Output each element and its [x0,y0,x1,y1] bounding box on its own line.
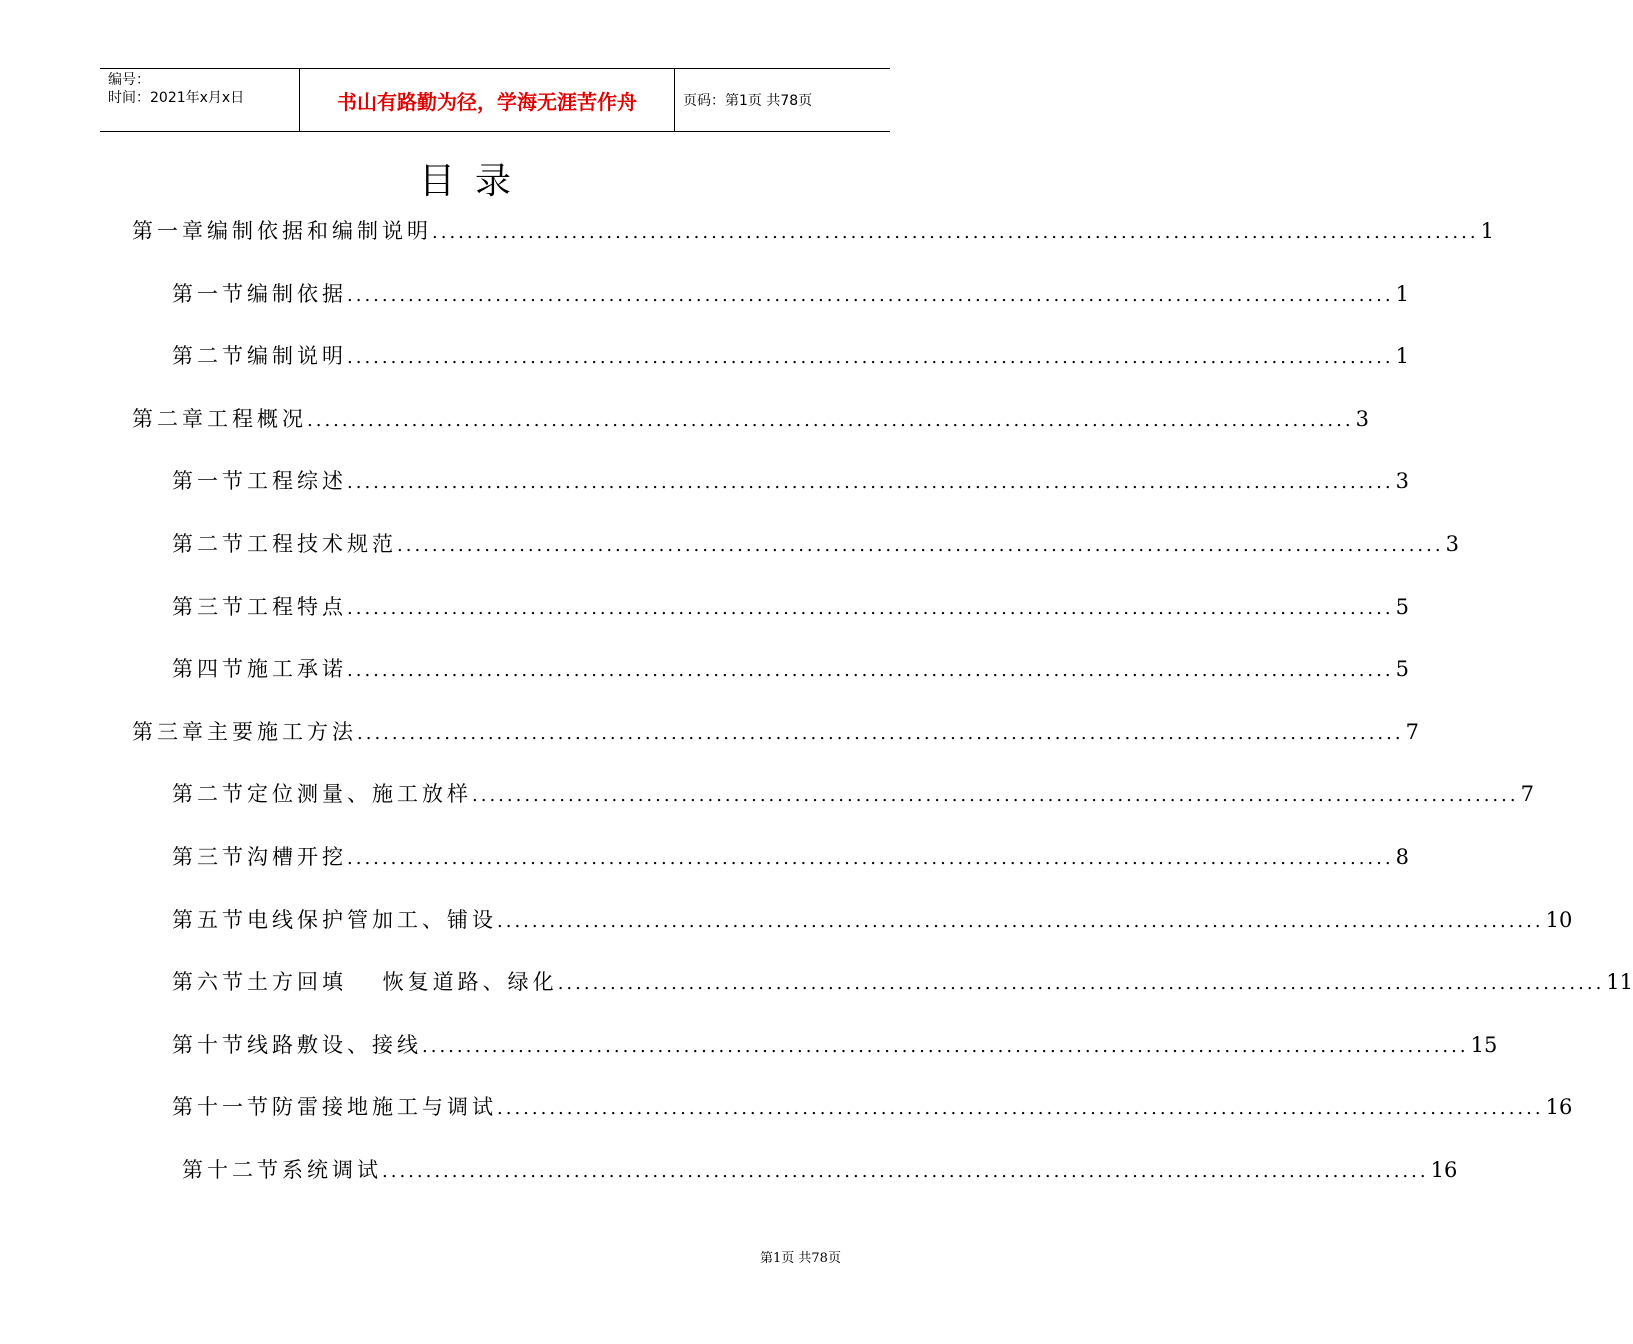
toc-entry [172,905,1573,935]
toc-entry-title: 编制依据和编制说明 [207,219,432,243]
toc-entry [172,967,1633,997]
toc-entry-leader: ........................................................................................................................ [347,848,1394,869]
toc-entry-page: 5 [1395,595,1409,619]
toc-entry-title: 沟槽开挖 [247,845,347,869]
toc-entry-title: 防雷接地施工与调试 [272,1095,497,1119]
toc-entry-leader: ........................................................................................................................ [472,785,1519,806]
toc-entry-page: 3 [1445,532,1459,556]
toc-entry-number: 第十二节 [182,1158,282,1182]
toc-entry-page: 3 [1355,407,1369,431]
toc-entry-leader: ........................................................................................................................ [382,1161,1429,1182]
toc-entry-page: 1 [1395,344,1409,368]
toc-entry-title: 线路敷设、接线 [247,1033,422,1057]
toc-entry-number: 第一节 [172,469,247,493]
toc-entry-leader: ........................................................................................................................ [557,973,1605,994]
toc-entry-number: 第一节 [172,282,247,306]
toc-entry-number: 第五节 [172,908,247,932]
toc-entry-number: 第二节 [172,344,247,368]
toc-entry-number: 第十一节 [172,1095,272,1119]
toc-entry-page: 8 [1395,845,1409,869]
toc-entry-number: 第一章 [132,219,207,243]
toc-entry-number: 第二章 [132,407,207,431]
toc-entry-leader: ........................................................................................................................ [497,911,1544,932]
toc-entry-page: 1 [1395,282,1409,306]
toc-entry-page: 3 [1395,469,1409,493]
toc-entry [172,341,1409,371]
toc-entry [172,466,1409,496]
toc-entry-leader: ........................................................................................................................ [307,410,1354,431]
header-meta [100,69,300,131]
toc-entry [172,842,1409,872]
toc-entry-page: 7 [1405,720,1419,744]
toc-entry-number: 第三节 [172,845,247,869]
toc-entry-title: 编制说明 [247,344,347,368]
toc-entry [182,1155,1458,1185]
toc-entry [132,404,1369,434]
toc-entry-page: 7 [1520,782,1534,806]
toc-entry-page: 11 [1606,970,1633,994]
toc-entry-title: 定位测量、施工放样 [247,782,472,806]
toc-entry [172,592,1409,622]
toc-entry-number: 第二节 [172,532,247,556]
page-footer: 第1页 共78页 [760,1251,841,1266]
toc-entry-page: 1 [1480,219,1494,243]
toc-entry-page: 10 [1545,908,1573,932]
header-page-info: 页码：第1页 共78页 [683,93,813,109]
toc-entry [132,216,1494,246]
toc-entry [172,279,1409,309]
toc-entry [172,779,1534,809]
toc-entry-leader: ........................................................................................................................ [432,222,1479,243]
toc-entry-number: 第三章 [132,720,207,744]
toc-entry-leader: ........................................................................................................................ [347,347,1394,368]
toc-entry [172,654,1409,684]
toc-entry [172,1092,1573,1122]
toc-entry [172,529,1459,559]
toc-entry-leader: ........................................................................................................................ [347,472,1394,493]
toc-entry-title: 工程特点 [247,595,347,619]
toc-entry-leader: ........................................................................................................................ [497,1098,1544,1119]
toc-entry [132,717,1419,747]
toc-entry-page: 16 [1545,1095,1573,1119]
toc-entry-title: 主要施工方法 [207,720,357,744]
toc-entry-page: 15 [1470,1033,1498,1057]
toc-entry-leader: ........................................................................................................................ [397,535,1444,556]
toc-entry-title: 工程综述 [247,469,347,493]
toc-entry-leader: ........................................................................................................................ [347,598,1394,619]
toc-entry-leader: ........................................................................................................................ [357,723,1404,744]
toc-entry-title: 工程概况 [207,407,307,431]
toc-entry-number: 第六节 [172,970,247,994]
toc-entry-title: 电线保护管加工、铺设 [247,908,497,932]
toc-entry-number: 第十节 [172,1033,247,1057]
serial-label: 编号： [108,72,150,88]
page-header [100,68,890,132]
toc-entry-leader: ........................................................................................................................ [347,660,1394,681]
toc-entry-title: 土方回填 恢复道路、绿化 [247,970,558,994]
toc-entry-title: 施工承诺 [247,657,347,681]
toc-entry-title: 编制依据 [247,282,347,306]
toc-entry-leader: ........................................................................................................................ [422,1036,1469,1057]
toc-entry-page: 16 [1430,1158,1458,1182]
toc-entry-number: 第三节 [172,595,247,619]
page-title: 目录 [418,161,531,202]
header-motto: 书山有路勤为径，学海无涯苦作舟 [300,69,675,131]
toc-entry-page: 5 [1395,657,1409,681]
toc-entry-title: 系统调试 [282,1158,382,1182]
toc-entry-number: 第二节 [172,782,247,806]
time-label: 时间：2021年x月x日 [108,90,245,106]
toc-entry-number: 第四节 [172,657,247,681]
toc-entry [172,1030,1498,1060]
toc-entry-leader: ........................................................................................................................ [347,285,1394,306]
toc-entry-title: 工程技术规范 [247,532,397,556]
